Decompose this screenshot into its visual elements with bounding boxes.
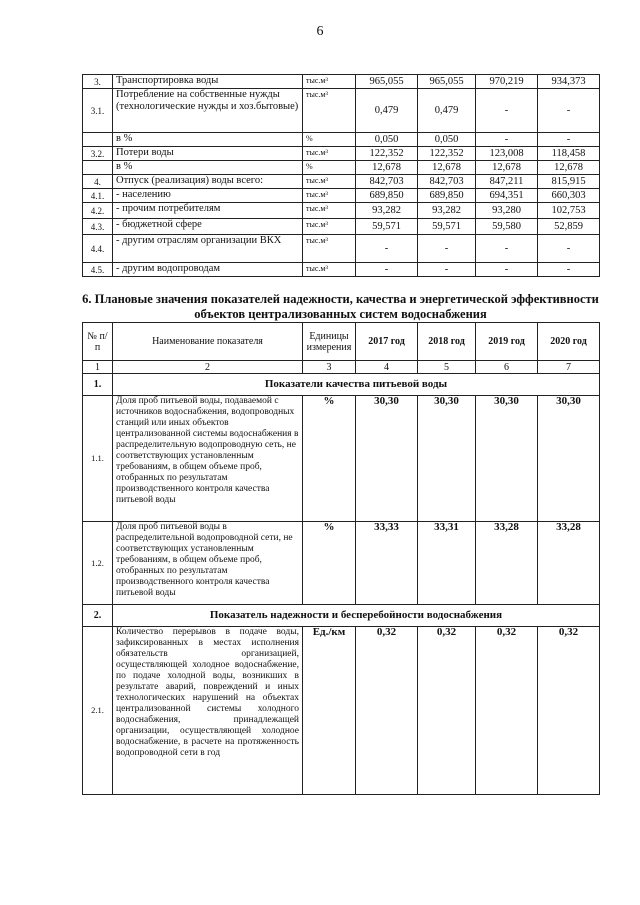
value-col-3: 847,211 [476, 175, 538, 189]
row-name: - бюджетной сфере [113, 219, 303, 235]
row-number: 3.1. [83, 89, 113, 133]
value-2017: 30,30 [356, 396, 418, 522]
value-col-4: 118,458 [538, 147, 600, 161]
value-col-1: 0,050 [356, 133, 418, 147]
value-col-2: 0,479 [418, 89, 476, 133]
table-row [83, 175, 600, 189]
header-name: Наименование показателя [113, 323, 303, 361]
value-2019: 33,28 [476, 522, 538, 605]
value-2019: 0,32 [476, 627, 538, 795]
unit-cell: % [303, 522, 356, 605]
unit-cell: тыс.м³ [303, 235, 356, 263]
header-year-2019: 2019 год [476, 323, 538, 361]
table-row [83, 627, 600, 795]
header-row [83, 323, 600, 361]
unit-cell: тыс.м³ [303, 203, 356, 219]
section-title: 6. Плановые значения показателей надежности, качества и энергетической эффективности объектов централизованных систем водоснабжения [82, 292, 599, 321]
value-col-4: 102,753 [538, 203, 600, 219]
value-col-1: 59,571 [356, 219, 418, 235]
unit-cell: % [303, 161, 356, 175]
row-number: 4.3. [83, 219, 113, 235]
value-2020: 0,32 [538, 627, 600, 795]
row-name: - другим отраслям организации ВКХ [113, 235, 303, 263]
row-number: 3.2. [83, 147, 113, 161]
row-number: 3. [83, 75, 113, 89]
value-col-2: 59,571 [418, 219, 476, 235]
unit-cell: тыс.м³ [303, 263, 356, 277]
value-col-3: 93,280 [476, 203, 538, 219]
header-num: № п/п [83, 323, 113, 361]
table-row [83, 75, 600, 89]
value-col-2: - [418, 263, 476, 277]
page-number: 6 [316, 24, 324, 39]
value-2020: 30,30 [538, 396, 600, 522]
value-2017: 0,32 [356, 627, 418, 795]
row-number: 1.2. [83, 522, 113, 605]
unit-cell: тыс.м³ [303, 189, 356, 203]
value-col-3: - [476, 89, 538, 133]
value-col-4: - [538, 133, 600, 147]
section-2-num: 2. [83, 605, 113, 627]
table-row [83, 522, 600, 605]
table-row [83, 161, 600, 175]
value-col-1: 842,703 [356, 175, 418, 189]
header-year-2018: 2018 год [418, 323, 476, 361]
value-2018: 30,30 [418, 396, 476, 522]
row-name: Потребление на собственные нужды (технологические нужды и хоз.бытовые) [113, 89, 303, 133]
value-col-4: - [538, 89, 600, 133]
section-row [83, 605, 600, 627]
value-col-2: 689,850 [418, 189, 476, 203]
row-name: Транспортировка воды [113, 75, 303, 89]
row-number: 1.1. [83, 396, 113, 522]
row-number [83, 161, 113, 175]
value-col-4: 12,678 [538, 161, 600, 175]
colnum-2: 2 [113, 361, 303, 374]
value-col-2: - [418, 235, 476, 263]
row-number: 4.1. [83, 189, 113, 203]
unit-cell: тыс.м³ [303, 175, 356, 189]
value-col-3: 12,678 [476, 161, 538, 175]
row-name: в % [113, 161, 303, 175]
unit-cell: % [303, 133, 356, 147]
table-row [83, 189, 600, 203]
colnum-1: 1 [83, 361, 113, 374]
colnum-7: 7 [538, 361, 600, 374]
unit-cell: тыс.м³ [303, 89, 356, 133]
value-col-2: 122,352 [418, 147, 476, 161]
unit-cell: % [303, 396, 356, 522]
table-row [83, 89, 600, 133]
row-number: 4.2. [83, 203, 113, 219]
section-2-title: Показатель надежности и бесперебойности водоснабжения [113, 605, 600, 627]
table-row [83, 203, 600, 219]
unit-cell: Ед./км [303, 627, 356, 795]
indicator-name: Количество перерывов в подаче воды, зафиксированных в местах исполнения обязательств организацией, осуществляющей холодное водоснабжение, по подаче холодной воды, возникших в результате аварий, повреждений и иных технологических нарушений на объектах централизованной системы холодного водоснабжения, принадлежащей организации, осуществляющей холодное водоснабжение, в расчете на протяженность водопроводной сети в год [113, 627, 303, 795]
table-row [83, 263, 600, 277]
value-2019: 30,30 [476, 396, 538, 522]
value-col-2: 93,282 [418, 203, 476, 219]
value-col-3: 123,008 [476, 147, 538, 161]
water-balance-table [82, 74, 600, 277]
value-col-2: 12,678 [418, 161, 476, 175]
row-name: Потери воды [113, 147, 303, 161]
value-col-2: 965,055 [418, 75, 476, 89]
section-1-title: Показатели качества питьевой воды [113, 374, 600, 396]
section-1-num: 1. [83, 374, 113, 396]
unit-cell: тыс.м³ [303, 147, 356, 161]
unit-cell: тыс.м³ [303, 75, 356, 89]
row-number: 4.5. [83, 263, 113, 277]
table-row [83, 133, 600, 147]
value-col-1: 689,850 [356, 189, 418, 203]
column-number-row [83, 361, 600, 374]
row-number: 4.4. [83, 235, 113, 263]
table-row [83, 235, 600, 263]
row-name: в % [113, 133, 303, 147]
colnum-4: 4 [356, 361, 418, 374]
value-2020: 33,28 [538, 522, 600, 605]
row-number: 4. [83, 175, 113, 189]
value-col-4: - [538, 235, 600, 263]
indicator-name: Доля проб питьевой воды в распределительной водопроводной сети, не соответствующих установленным требованиям, в общем объеме проб, отобранных по результатам производственного контроля качества питьевой воды [113, 522, 303, 605]
row-name: - другим водопроводам [113, 263, 303, 277]
value-col-1: 122,352 [356, 147, 418, 161]
header-year-2020: 2020 год [538, 323, 600, 361]
value-col-1: 93,282 [356, 203, 418, 219]
value-col-4: 52,859 [538, 219, 600, 235]
row-name: Отпуск (реализация) воды всего: [113, 175, 303, 189]
value-col-3: - [476, 133, 538, 147]
header-year-2017: 2017 год [356, 323, 418, 361]
row-name: - прочим потребителям [113, 203, 303, 219]
value-2017: 33,33 [356, 522, 418, 605]
value-col-3: - [476, 263, 538, 277]
value-col-1: - [356, 235, 418, 263]
value-col-1: - [356, 263, 418, 277]
value-col-4: 815,915 [538, 175, 600, 189]
unit-cell: тыс.м³ [303, 219, 356, 235]
value-col-1: 12,678 [356, 161, 418, 175]
value-col-3: 694,351 [476, 189, 538, 203]
indicator-name: Доля проб питьевой воды, подаваемой с источников водоснабжения, водопроводных станций или иных объектов централизованной системы водоснабжения в распределительную водопроводную сеть, не соответствующих установленным требованиям, в общем объеме проб, отобранных по результатам производственного контроля качества питьевой воды [113, 396, 303, 522]
value-col-2: 0,050 [418, 133, 476, 147]
table-row [83, 147, 600, 161]
table-row [83, 396, 600, 522]
value-2018: 0,32 [418, 627, 476, 795]
value-col-4: - [538, 263, 600, 277]
header-unit: Единицы измерения [303, 323, 356, 361]
value-2018: 33,31 [418, 522, 476, 605]
indicators-table [82, 322, 600, 795]
value-col-1: 0,479 [356, 89, 418, 133]
value-col-2: 842,703 [418, 175, 476, 189]
value-col-1: 965,055 [356, 75, 418, 89]
row-name: - населению [113, 189, 303, 203]
value-col-3: 59,580 [476, 219, 538, 235]
value-col-3: 970,219 [476, 75, 538, 89]
colnum-5: 5 [418, 361, 476, 374]
row-number: 2.1. [83, 627, 113, 795]
row-number [83, 133, 113, 147]
value-col-3: - [476, 235, 538, 263]
value-col-4: 660,303 [538, 189, 600, 203]
value-col-4: 934,373 [538, 75, 600, 89]
colnum-6: 6 [476, 361, 538, 374]
colnum-3: 3 [303, 361, 356, 374]
section-row [83, 374, 600, 396]
table-row [83, 219, 600, 235]
